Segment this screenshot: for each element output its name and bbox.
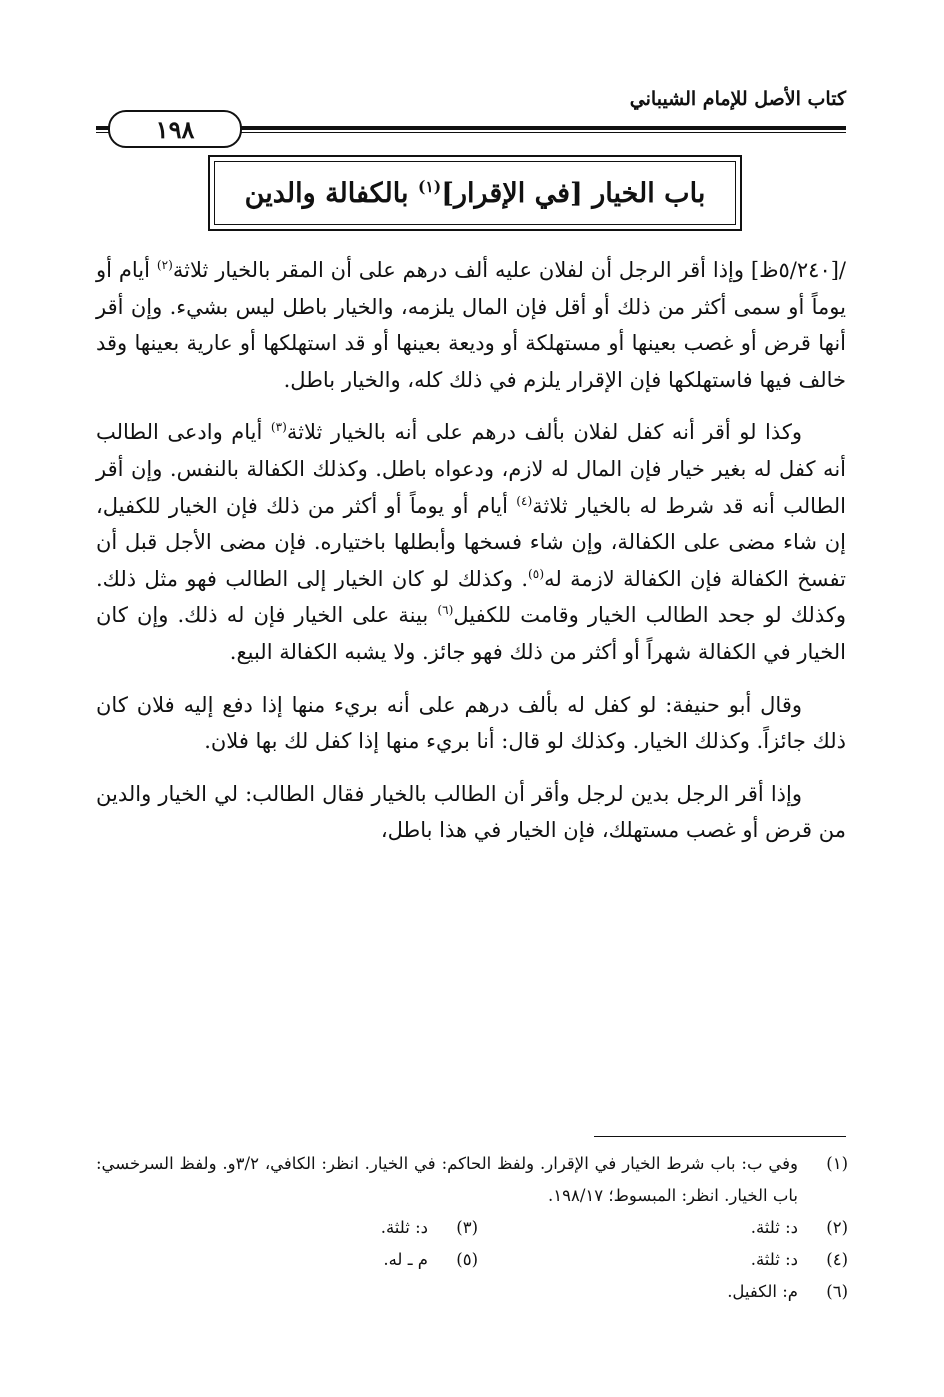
paragraph-2-text-3: أيام أو يوماً أو أكثر من ذلك فإن الخيار للكفيل، إن شاء مضى على الكفالة، وإن شاء فسخها وأبطلها باختياره. فإن مضى الأجل قبل أن تفسخ الكفالة فإن الكفالة لازمة له	[96, 493, 846, 591]
footnote-row-4-5	[96, 1244, 848, 1276]
chapter-title	[245, 178, 706, 209]
footnote-number: (٦)	[826, 1282, 848, 1301]
footnote-ref: (١)	[417, 176, 442, 196]
paragraph-2-text-2: أيام وادعى الطالب أنه كفل له بغير خيار فإن المال له لازم، ودعواه باطل. وكذلك الكفالة بالنفس. وإن أقر الطالب أنه قد شرط له بالخيار ثلاثة	[96, 420, 846, 518]
footnote-5	[108, 1244, 478, 1276]
chapter-title-part2: بالكفالة والدين	[244, 177, 418, 209]
footnote-text: م ـ له.	[383, 1250, 428, 1269]
footnote-ref: (٦)	[437, 603, 454, 618]
footnote-text: د: ثلثة.	[750, 1218, 798, 1237]
footnotes	[96, 1148, 848, 1308]
footnote-3	[108, 1212, 478, 1244]
footnote-number: (٢)	[826, 1218, 848, 1237]
paragraph-1-text-2: أيام أو يوماً أو سمى أكثر من ذلك أو أقل فإن المال يلزمه، والخيار باطل ليس بشيء. وإن أقر أنها قرض أو غصب بعينها أو مستهلكة أو وديعة بعينها أو قد استهلكها أو عارية بعينها وقد خالف فيها فاستهلكها فإن الإقرار يلزم في ذلك كله، والخيار باطل.	[96, 258, 846, 392]
running-title: كتاب الأصل للإمام الشيباني	[629, 88, 846, 110]
paragraph-2-text-5: بينة على الخيار فإن له ذلك. وإن كان الخيار في الكفالة شهراً أو أكثر من ذلك فهو جائز. ولا يشبه الكفالة البيع.	[96, 603, 846, 664]
paragraph-2-text-1: وكذا لو أقر أنه كفل لفلان بألف درهم على أنه بالخيار ثلاثة	[286, 420, 803, 445]
footnote-2	[478, 1212, 848, 1244]
body-text	[96, 252, 846, 849]
paragraph-3: وقال أبو حنيفة: لو كفل له بألف درهم على أنه بريء منها إذا دفع إليه فلان كان ذلك جائزاً. وكذلك الخيار. وكذلك لو قال: أنا بريء منها إذا كفل لك بها فلان.	[96, 692, 846, 754]
page-number: ١٩٨	[108, 110, 242, 148]
paragraph-1-text-1: /[٥/٢٤٠ظ] وإذا أقر الرجل أن لفلان عليه ألف درهم على أن المقر بالخيار ثلاثة	[172, 258, 847, 282]
footnote-1	[96, 1148, 848, 1212]
paragraph-2	[96, 414, 846, 670]
footnote-text: وفي ب: باب شرط الخيار في الإقرار. ولفظ الحاكم: في الخيار. انظر: الكافي، ٣/٢و. ولفظ السرخسي: باب الخيار. انظر: المبسوط؛ ١٩٨/١٧.	[96, 1154, 799, 1205]
chapter-title-frame	[208, 155, 742, 231]
footnote-6	[96, 1276, 848, 1308]
footnote-number: (١)	[826, 1154, 848, 1173]
footnote-4	[478, 1244, 848, 1276]
paragraph-1	[96, 252, 846, 398]
chapter-title-part1: باب الخيار [في الإقرار]	[441, 177, 706, 209]
footnote-text: د: ثلثة.	[380, 1218, 428, 1237]
footnote-number: (٣)	[456, 1218, 478, 1237]
footnote-ref: (٤)	[516, 493, 533, 508]
chapter-title-inner-frame	[214, 161, 736, 225]
paragraph-2-text-4: . وكذلك لو كان الخيار إلى الطالب فهو مثل ذلك. وكذلك لو جحد الطالب الخيار وقامت للكفيل	[96, 566, 846, 628]
footnote-number: (٤)	[826, 1250, 848, 1269]
paragraph-4: وإذا أقر الرجل بدين لرجل وأقر أن الطالب بالخيار فقال الطالب: لي الخيار والدين من قرض أو غصب مستهلك، فإن الخيار في هذا باطل،	[96, 781, 846, 843]
footnote-ref: (٥)	[528, 566, 545, 581]
footnote-ref: (٢)	[156, 258, 173, 272]
footnote-text: د: ثلثة.	[750, 1250, 798, 1269]
footnote-separator	[594, 1136, 846, 1137]
footnote-text: م: الكفيل.	[727, 1282, 798, 1301]
footnote-ref: (٣)	[270, 420, 287, 435]
footnote-row-2-3	[96, 1212, 848, 1244]
footnote-number: (٥)	[456, 1250, 478, 1269]
